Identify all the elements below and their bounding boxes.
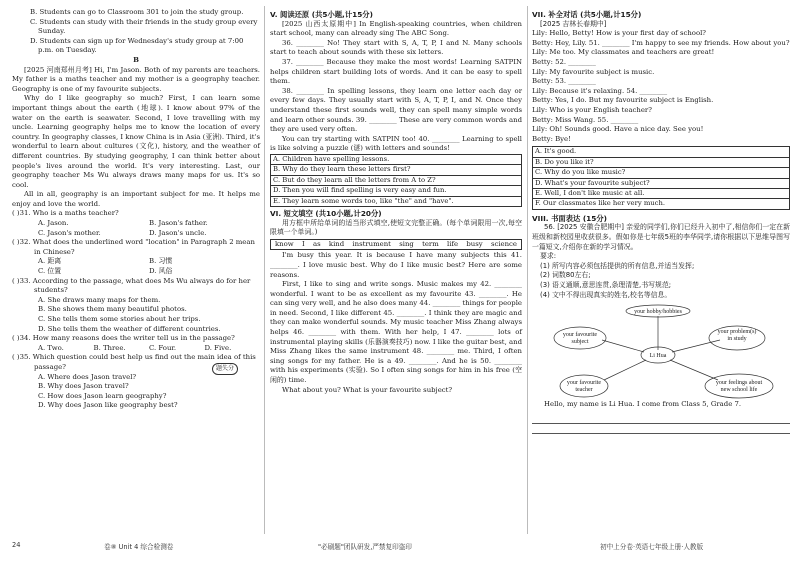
s5-q37: 37. ________ Because they make the most words! Learning SATPIN helps children start building lots of words. And it can be easy to spell them. xyxy=(270,57,522,86)
s7-option: B. Do you like it? xyxy=(533,157,790,167)
column-3 xyxy=(532,8,790,434)
question-option[interactable]: B. She shows them many beautiful photos. xyxy=(38,305,187,314)
s6-paragraph-3: What about you? What is your favourite subject? xyxy=(282,385,453,394)
mindmap-label: in study xyxy=(727,336,747,343)
question-option[interactable]: A. Jason. xyxy=(38,219,69,228)
dialogue xyxy=(532,29,790,144)
s7-option: D. What's your favourite subject? xyxy=(533,178,790,188)
question-option[interactable]: C. Jason's mother. xyxy=(38,228,101,237)
column-1 xyxy=(12,8,260,411)
requirements-title: 要求: xyxy=(540,252,557,261)
dialogue-line: Lily: Who is your English teacher? xyxy=(532,105,652,114)
requirement-item: (2) 词数80左右; xyxy=(540,271,591,280)
requirement-item: (3) 语义通顺,意思连贯,条理清楚,书写规范; xyxy=(540,280,672,289)
question-option[interactable]: A. She draws many maps for them. xyxy=(38,295,161,304)
dialogue-line: Betty: 53. ________ xyxy=(532,77,596,86)
mindmap-link xyxy=(602,340,644,352)
question-option[interactable]: A. Two. xyxy=(38,343,64,352)
question-option[interactable]: D. Five. xyxy=(204,343,232,352)
section-8-title: VIII. 书面表达 (15分) xyxy=(532,213,607,223)
question-option[interactable]: D. She tells them the weather of different countries. xyxy=(38,324,221,333)
mindmap-node xyxy=(705,374,773,398)
mindmap-center-label: Li Hua xyxy=(649,353,667,360)
s7-option: F. Our classmates like her very much. xyxy=(533,199,790,209)
mindmap-link xyxy=(670,360,718,380)
dialogue-line: Betty: Miss Wang. 55. ________ xyxy=(532,115,639,124)
s7-source: [2025 吉林长春期中] xyxy=(540,19,607,28)
column-2 xyxy=(270,8,522,395)
dialogue-line: Betty: Hey, Lily. 51. ________ I'm happy to see my friends. How about you? xyxy=(532,38,790,47)
s7-option: A. It's good. xyxy=(533,147,790,157)
section-6-title: VI. 短文填空 (共10小题,计20分) xyxy=(270,208,382,218)
s5-q38: 38. ________ In spelling lessons, they learn one letter each day or every few days. They usually start with S, A, T, P, I, and N. Once they understand these first sounds well, they can spell many simple words and learn other sounds. 39. ________ These are very common words and they are used very often. xyxy=(270,86,522,134)
option-b-top: B. Students can go to Classroom 301 to join the study group. xyxy=(30,8,244,16)
dialogue-line: Lily: Oh! Sounds good. Have a nice day. See you! xyxy=(532,125,704,134)
word-box-item: as xyxy=(312,239,321,248)
word-box-item: I xyxy=(301,239,305,248)
question-list xyxy=(12,209,260,410)
question-stem: ( )34. How many reasons does the writer tell us in the passage? xyxy=(12,334,235,343)
question-option[interactable]: C. She tells them some stories about her trips. xyxy=(38,315,201,323)
option-c-top: C. Students can study with their friends in the study group every Sunday. xyxy=(30,17,258,36)
word-box-item: instrument xyxy=(352,239,391,248)
writing-line[interactable] xyxy=(532,424,790,434)
question-option[interactable]: D. Why does Jason like geography best? xyxy=(38,401,178,410)
question-option[interactable]: B. 习惯 xyxy=(149,257,173,266)
passage-paragraph-3: All in all, geography is an important subject for me. It helps me enjoy and love the world. xyxy=(12,190,260,208)
word-box-item: science xyxy=(490,239,517,248)
question-option[interactable]: C. How does Jason learn geography? xyxy=(38,391,167,400)
footer-middle: "必刷题"团队研发,严禁复印盗印 xyxy=(318,543,412,551)
word-box-item: sing xyxy=(399,239,414,248)
word-box-item: term xyxy=(422,239,439,248)
s5-option: D. Then you will find spelling is very easy and fun. xyxy=(271,186,522,196)
mindmap-label: your hobby/hobbies xyxy=(634,309,682,316)
s7-option: E. Well, I don't like music at all. xyxy=(533,188,790,198)
question-stem: ( )33. According to the passage, what does Ms Wu always do for her students? xyxy=(12,276,251,295)
mindmap-label: your favourite xyxy=(566,380,602,387)
question-option[interactable]: B. Why does Jason travel? xyxy=(38,382,129,391)
dialogue-line: Lily: Because it's relaxing. 54. ________ xyxy=(532,86,668,95)
mindmap-label: subject xyxy=(571,339,589,346)
question-option[interactable]: A. 距离 xyxy=(38,257,62,266)
dialogue-line: Lily: Hello, Betty! How is your first day of school? xyxy=(532,29,706,38)
s7-option: C. Why do you like music? xyxy=(533,168,790,178)
passage-paragraph-1: [2025 河南郑州月考] Hi, I'm Jason. Both of my parents are teachers. My father is a maths teacher and my mother is a geography teacher. Geography is one of my favourite subjects. xyxy=(12,65,260,93)
s6-instructions: 用方框中所给单词的适当形式填空,使短文完整正确。(每个单词限用一次,每空限填一个单词。) xyxy=(270,218,522,237)
section-7-title: VII. 补全对话 (共5小题,计15分) xyxy=(532,10,642,19)
question-stem: ( )32. What does the underlined word "location" in Paragraph 2 mean in Chinese? xyxy=(12,238,255,256)
s7-options-box xyxy=(532,146,790,209)
footer-right: 初中上分卷·英语七年级上册·人教版 xyxy=(600,543,704,551)
passage-paragraph-2: Why do I like geography so much? First, I can learn some important things about the earth (地球). I know about 97% of the water on the earth is seawater. Second, I love travelling with my uncle. Learning geography helps me to know the location of every country. In geography classes, I know China is in Asia (亚洲). Third, it's wonderful to learn about cultures (文化), history, and the weather of different countries. By studying geography, I can think better about people's lives around the world. It's very interesting. Last, our geography teacher Ms Wu always draws many maps for us. It's so cool. xyxy=(12,94,260,189)
question-option[interactable]: C. Four. xyxy=(149,343,177,352)
word-box-item: know xyxy=(275,239,294,248)
mindmap-label: new school life xyxy=(720,387,758,394)
score-tag: 题失分 xyxy=(212,363,238,375)
s5-q36: 36. ________ No! They start with S, A, T, P, I and N. Many schools start to teach about sounds with these six letters. xyxy=(270,38,522,57)
dialogue-line: Lily: My favourite subject is music. xyxy=(532,67,655,76)
word-box xyxy=(270,239,522,251)
question-stem: ( )35. Which question could best help us find out the main idea of this passage? xyxy=(12,353,256,371)
section-5-title: V. 阅读还原 (共5小题,计15分) xyxy=(270,10,373,19)
question-option[interactable]: D. Jason's uncle. xyxy=(149,228,207,237)
s5-option: A. Children have spelling lessons. xyxy=(271,154,522,164)
passage-letter: B xyxy=(133,55,139,64)
question-stem: ( )31. Who is a maths teacher? xyxy=(12,209,119,218)
column-divider xyxy=(527,6,528,534)
s5-options-box xyxy=(270,154,522,207)
question-option[interactable]: A. Where does Jason travel? xyxy=(38,372,137,381)
writing-prompt: 56. [2025 安徽合肥期中] 亲爱的同学们,你们已经升入初中了,相信你们一定在新班级和新校园里收获很多。假如你是七年级5班的李华同学,请你根据以下思维导图写一篇短文,介绍你在新的学习情况。 xyxy=(532,223,790,251)
mind-map xyxy=(532,302,790,400)
page-number: 24 xyxy=(12,541,21,549)
mindmap-label: your favourite xyxy=(562,332,598,339)
footer-left: 卷⑧ Unit 4 综合检测卷 xyxy=(104,543,174,551)
s5-option: C. But do they learn all the letters from A to Z? xyxy=(271,175,522,185)
mindmap-label: your problem(s) xyxy=(717,329,757,336)
mindmap-label: your feelings about xyxy=(715,380,763,387)
question-option[interactable]: B. Three. xyxy=(93,343,126,352)
mindmap-label: teacher xyxy=(575,387,593,394)
dialogue-line: Lily: Me too. My classmates and teachers are great! xyxy=(532,48,715,57)
start-sentence: Hello, my name is Li Hua. I come from Class 5, Grade 7. xyxy=(544,400,742,409)
question-option[interactable]: C. 位置 xyxy=(38,267,62,276)
s6-paragraph-2: First, I like to sing and write songs. Music makes my 42. ________ wonderful. I want to be as excellent as my favourite 43. ________. He can sing very well, and he also does many 44. ________ things for people in need. Second, I like different 45. ________. I think they are magic and they can make wonderful sounds. My music teacher Miss Zhang always helps 46. ________ with them. With her help, I 47. ________ lots of instrumental playing skills (乐器演奏技巧) now. I like the guitar best, and Miss Zhang likes the same instrument 48. ________ me. Third, I often sing songs for my father. He is a 49. ________. And he is 50. ________ with his experiments (实验). So I often sing songs for him in his free (空闲的) time. xyxy=(270,280,522,385)
s5-option: B. Why do they learn these letters first? xyxy=(271,165,522,175)
writing-line[interactable] xyxy=(532,414,790,424)
mindmap-node xyxy=(554,327,606,349)
dialogue-line: Betty: 52. ________ xyxy=(532,57,596,66)
dialogue-line: Betty: Bye! xyxy=(532,134,571,143)
column-divider xyxy=(264,6,265,534)
mindmap-link xyxy=(604,360,646,380)
question-option[interactable]: B. Jason's father. xyxy=(149,219,208,228)
s6-paragraph-1: I'm busy this year. It is because I have many subjects this 41. ________. I love music best. Why do I like music best? Here are some reasons. xyxy=(270,251,522,279)
word-box-item: busy xyxy=(466,239,483,248)
mindmap-node xyxy=(560,375,608,397)
s5-intro: [2025 山西太原期中] In English-speaking countries, when children start school, many can already sing The ABC Song. xyxy=(270,19,522,38)
requirement-item: (1) 所写内容必须包括提供的所有信息,并适当发挥; xyxy=(540,261,695,270)
word-box-item: kind xyxy=(328,239,345,248)
requirement-item: (4) 文中不得出现真实的姓名,校名等信息。 xyxy=(540,290,672,299)
question-option[interactable]: D. 风俗 xyxy=(149,267,173,276)
s5-q40: You can try starting with SATPIN too! 40. ________ Learning to spell is like solving a puzzle (谜) with letters and sounds! xyxy=(270,134,522,153)
option-d-top: D. Students can sign up for Wednesday's study group at 7:00 p.m. on Tuesday. xyxy=(30,36,244,55)
word-box-item: life xyxy=(447,239,459,248)
mindmap-link xyxy=(672,340,720,352)
dialogue-line: Betty: Yes, I do. But my favourite subject is English. xyxy=(532,96,714,105)
s5-option: E. They learn some words too, like "the" and "have". xyxy=(271,196,522,206)
writing-lines xyxy=(532,414,790,434)
requirements-list xyxy=(532,262,790,300)
